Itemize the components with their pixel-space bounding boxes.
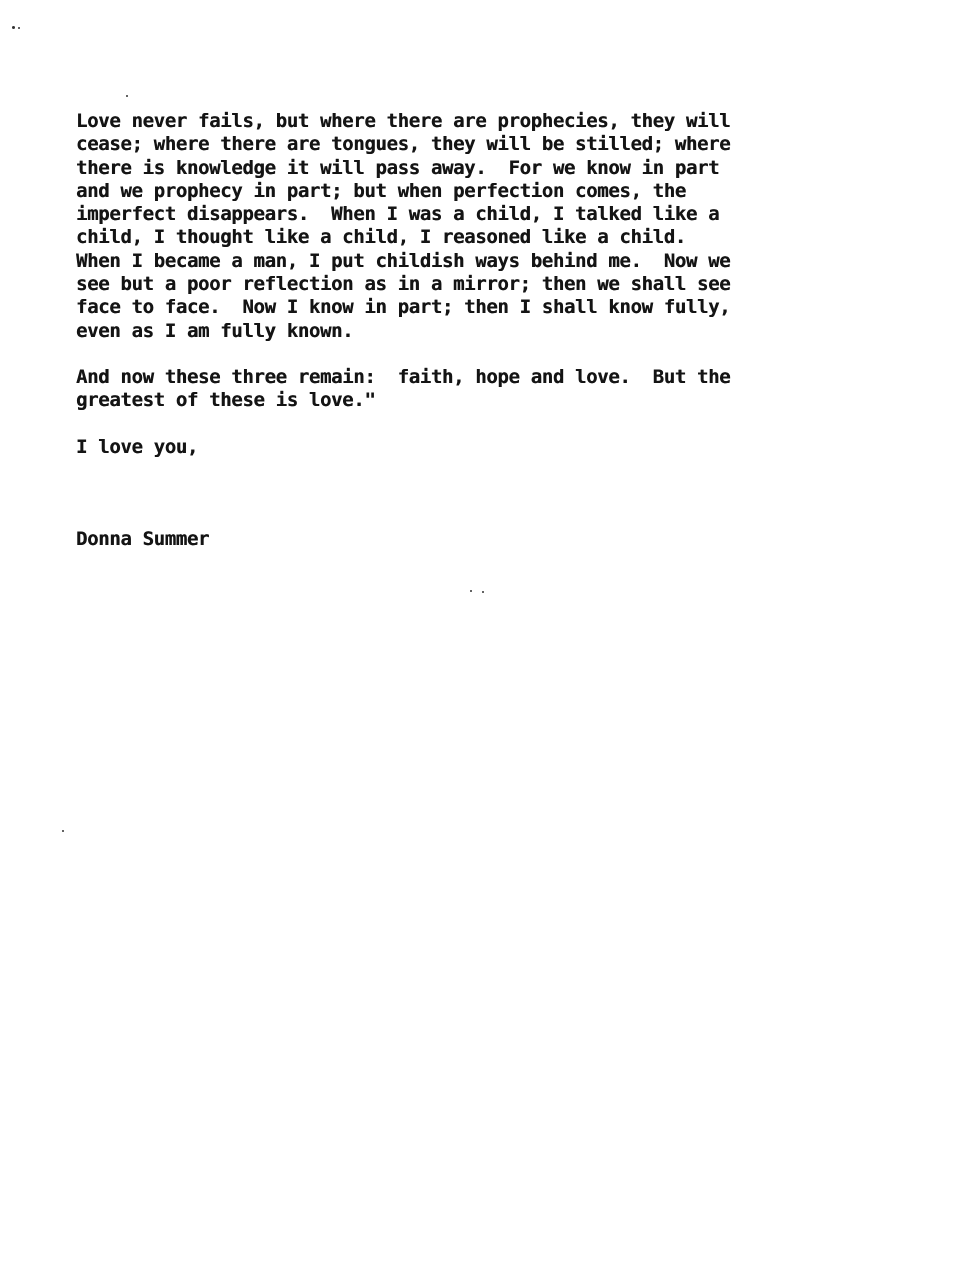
letter-paragraph-1 (76, 110, 916, 343)
speck-mark (482, 591, 484, 593)
speck-mark (12, 26, 15, 29)
text-line: and we prophecy in part; but when perfection comes, the (76, 179, 686, 202)
text-line: greatest of these is love." (76, 389, 376, 412)
speck-mark (470, 590, 472, 592)
text-line: even as I am fully known. (76, 319, 354, 342)
text-line: imperfect disappears. When I was a child, I talked like a (76, 203, 720, 226)
closing-text: I love you, (76, 435, 198, 458)
bleed-through-text: ​ (960, 225, 961, 243)
text-line: face to face. Now I know in part; then I shall know fully, (76, 296, 731, 319)
text-line: cease; where there are tongues, they will be stilled; where (76, 133, 731, 156)
letter-body (76, 110, 916, 551)
speck-mark (126, 95, 128, 97)
speck-mark (18, 27, 20, 29)
letter-paragraph-2 (76, 366, 916, 413)
signature-name: Donna Summer (76, 527, 210, 550)
text-line: child, I thought like a child, I reasoned like a child. (76, 226, 686, 249)
text-line: see but a poor reflection as in a mirror; then we shall see (76, 273, 731, 296)
text-line: Love never fails, but where there are prophecies, they will (76, 110, 731, 132)
text-line: And now these three remain: faith, hope and love. But the (76, 365, 731, 388)
text-line: there is knowledge it will pass away. For we know in part (76, 156, 720, 179)
letter-closing (76, 436, 916, 459)
text-line: When I became a man, I put childish ways behind me. Now we (76, 249, 731, 272)
speck-mark (62, 830, 64, 832)
